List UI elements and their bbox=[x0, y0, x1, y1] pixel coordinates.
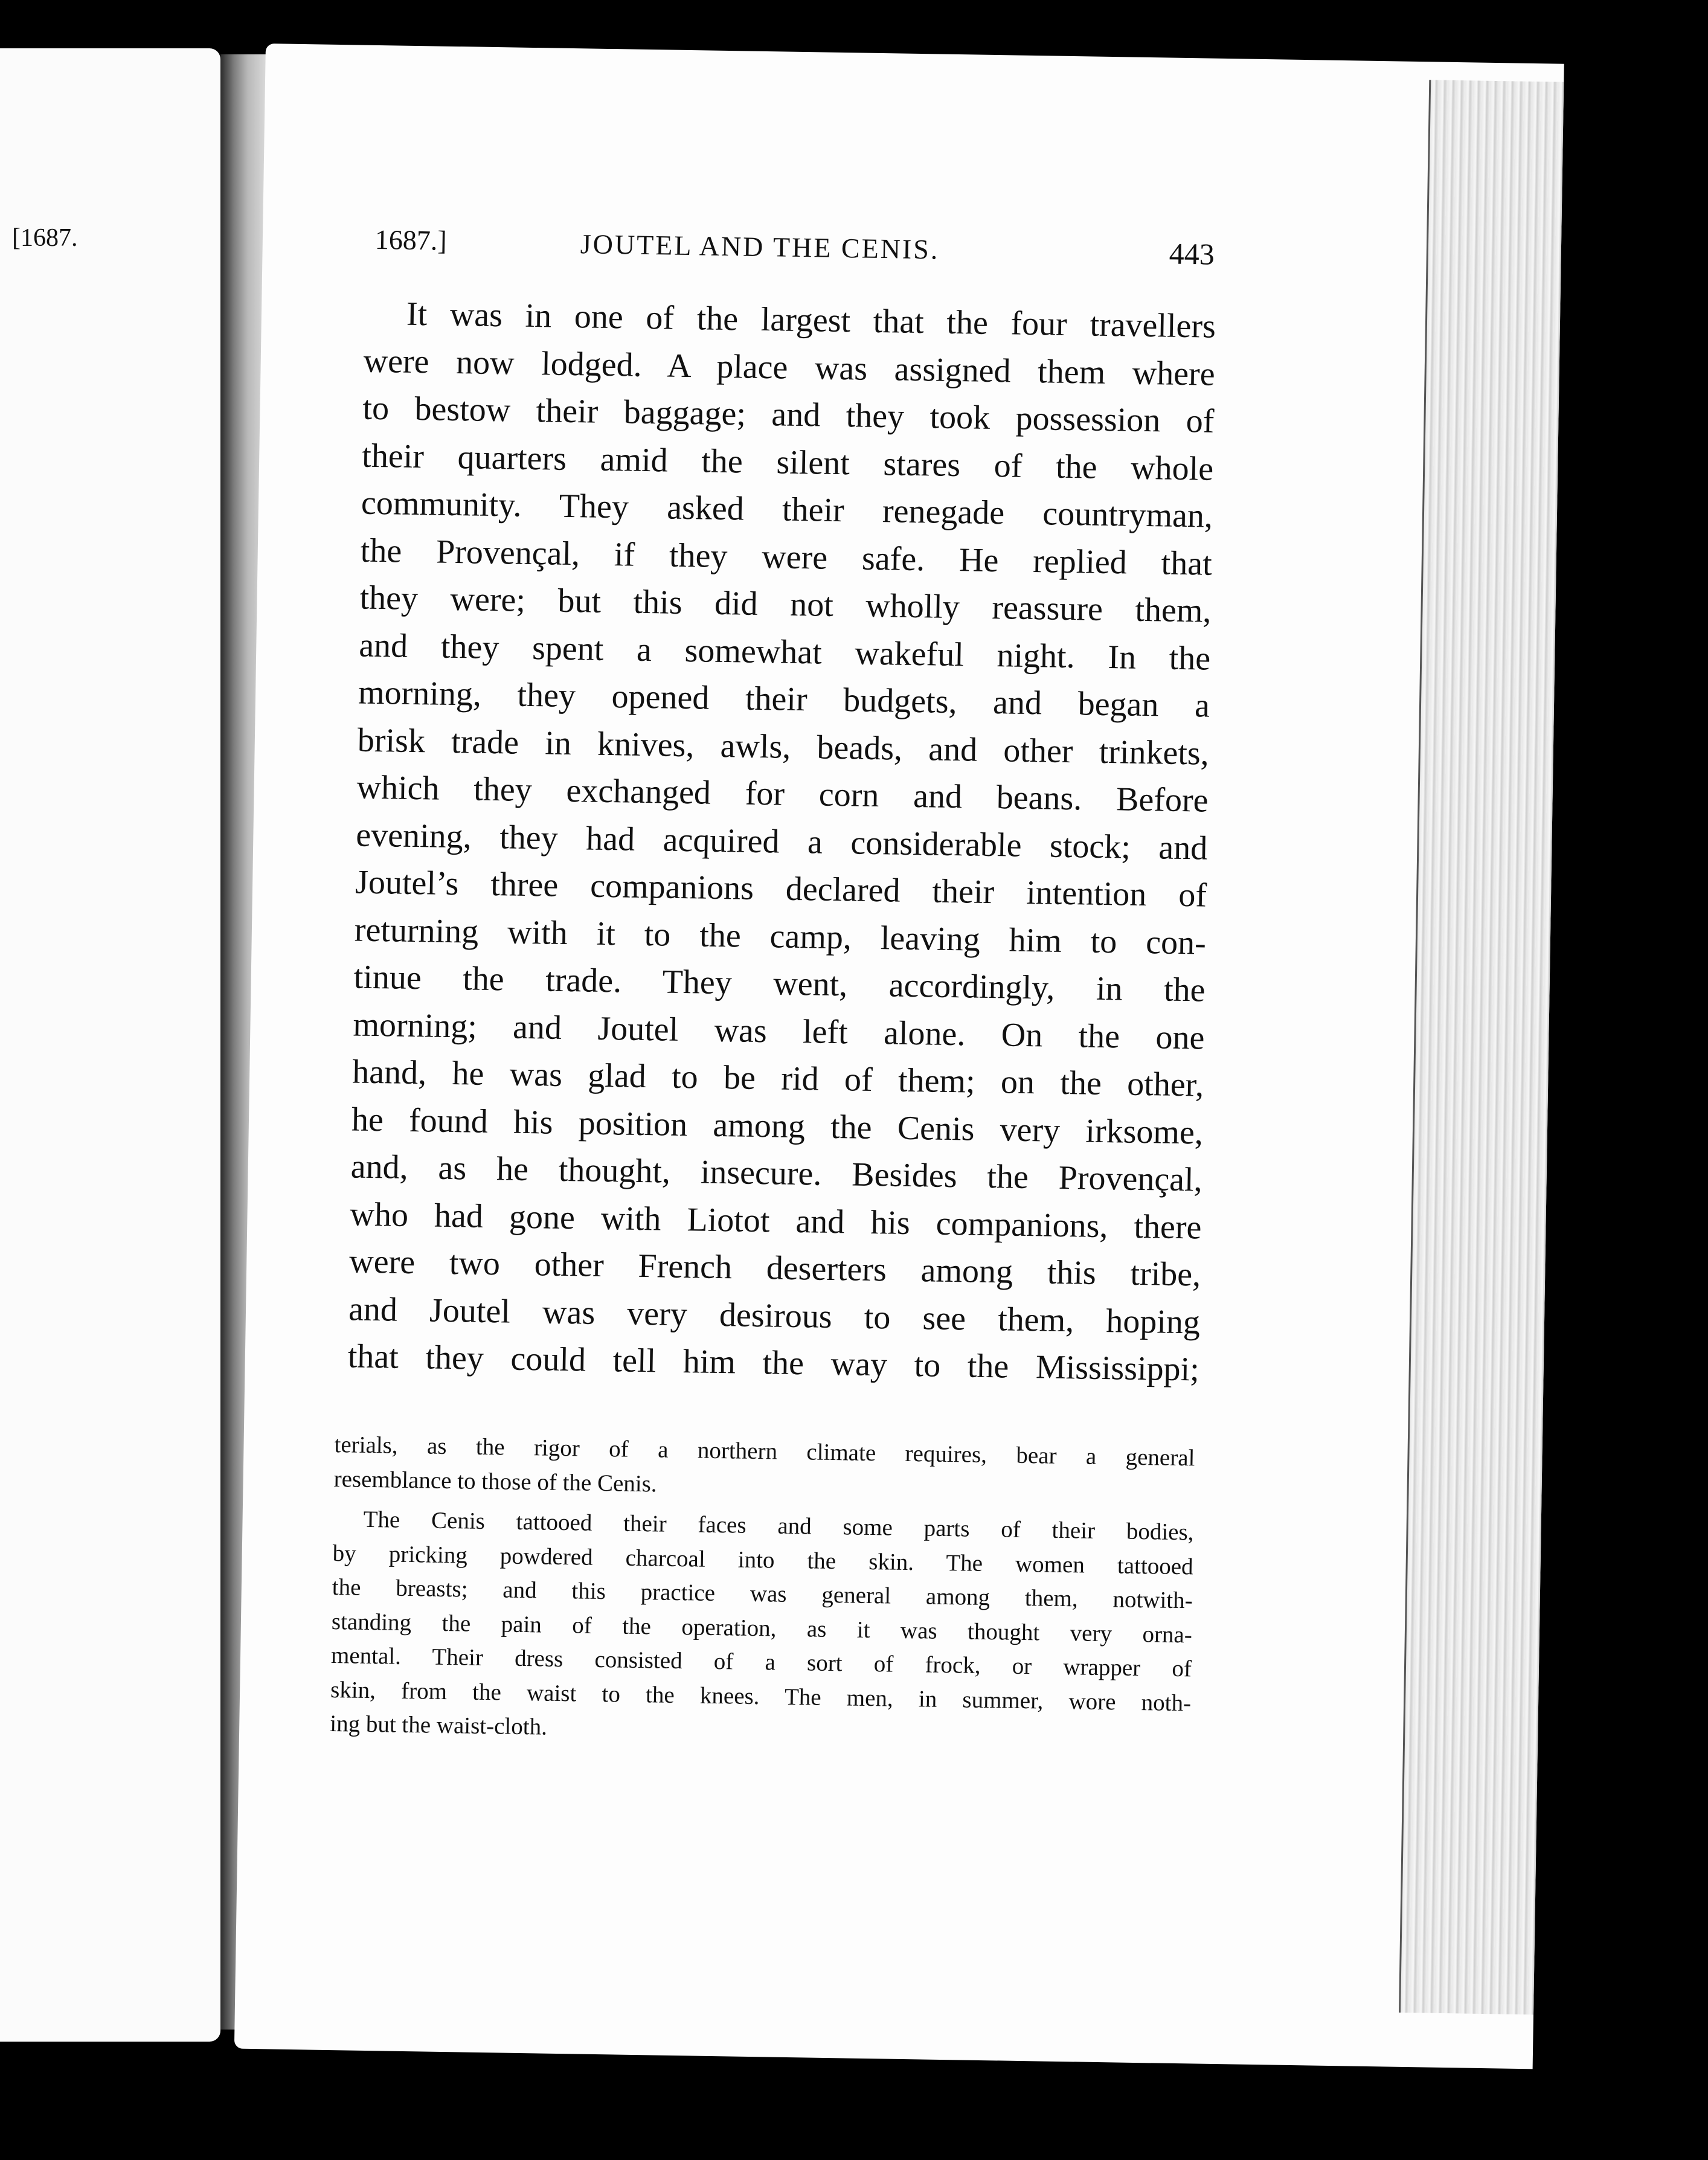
body-line: which they exchanged for corn and beans. Before bbox=[356, 768, 1209, 820]
footnote-line: skin, from the waist to the knees. The men, in summer, wore noth- bbox=[330, 1676, 1192, 1716]
body-line: were now lodged. A place was assigned them where bbox=[363, 342, 1216, 393]
body-line: and Joutel was very desirous to see them, hoping bbox=[348, 1290, 1201, 1342]
body-line: brisk trade in knives, awls, beads, and other trinkets, bbox=[357, 721, 1210, 773]
body-line: morning, they opened their budgets, and began a bbox=[358, 673, 1210, 725]
running-head-title: JOUTEL AND THE CENIS. bbox=[580, 228, 940, 265]
body-line: community. They asked their renegade countryman, bbox=[361, 484, 1213, 535]
footnote-line: standing the pain of the operation, as it was thought very orna- bbox=[331, 1608, 1193, 1648]
body-line: that they could tell him the way to the Mississippi; bbox=[347, 1337, 1200, 1389]
body-line: It was in one of the largest that the four travellers bbox=[406, 295, 1216, 346]
body-line: Joutel’s three companions declared their intention of bbox=[355, 863, 1207, 914]
footnote-line: mental. Their dress consisted of a sort of frock, or wrapper of bbox=[330, 1642, 1192, 1682]
running-head-year: 1687.] bbox=[374, 223, 448, 256]
body-line: their quarters amid the silent stares of the whole bbox=[361, 437, 1214, 488]
body-line: tinue the trade. They went, accordingly, in the bbox=[353, 958, 1206, 1009]
previous-page-running-head: [1687. bbox=[12, 224, 78, 252]
footnote-line: resemblance to those of the Cenis. bbox=[333, 1465, 657, 1497]
body-line: and they spent a somewhat wakeful night. In the bbox=[358, 626, 1211, 678]
footnote-line: The Cenis tattooed their faces and some parts of their bodies, bbox=[363, 1506, 1194, 1546]
page-edges bbox=[1399, 80, 1564, 2014]
previous-page bbox=[0, 48, 220, 2042]
body-line: to bestow their baggage; and they took possession of bbox=[362, 389, 1215, 440]
body-line: evening, they had acquired a considerable stock; and bbox=[355, 816, 1208, 867]
footnote-line: the breasts; and this practice was general among them, notwith- bbox=[332, 1574, 1193, 1614]
footnote-line: ing but the waist-cloth. bbox=[329, 1711, 548, 1740]
body-line: morning; and Joutel was left alone. On the one bbox=[353, 1005, 1205, 1057]
page-number: 443 bbox=[1169, 236, 1215, 271]
body-line: hand, he was glad to be rid of them; on the other, bbox=[352, 1053, 1204, 1104]
footnote-line: terials, as the rigor of a northern climate requires, bear a general bbox=[334, 1432, 1195, 1471]
body-line: they were; but this did not wholly reassure them, bbox=[359, 579, 1212, 630]
body-line: and, as he thought, insecure. Besides the Provençal, bbox=[350, 1148, 1203, 1199]
running-head bbox=[374, 223, 1215, 279]
body-line: the Provençal, if they were safe. He replied that bbox=[360, 532, 1213, 583]
body-line: he found his position among the Cenis very irksome, bbox=[351, 1100, 1204, 1152]
body-line: returning with it to the camp, leaving him to con- bbox=[354, 910, 1207, 962]
footnote bbox=[330, 1428, 1195, 1755]
body-line: were two other French deserters among this tribe, bbox=[348, 1242, 1201, 1294]
footnote-line: by pricking powdered charcoal into the skin. The women tattooed bbox=[332, 1540, 1193, 1580]
body-line: who had gone with Liotot and his companions, there bbox=[350, 1195, 1202, 1247]
body-text bbox=[347, 290, 1216, 1393]
current-page bbox=[234, 43, 1564, 2069]
